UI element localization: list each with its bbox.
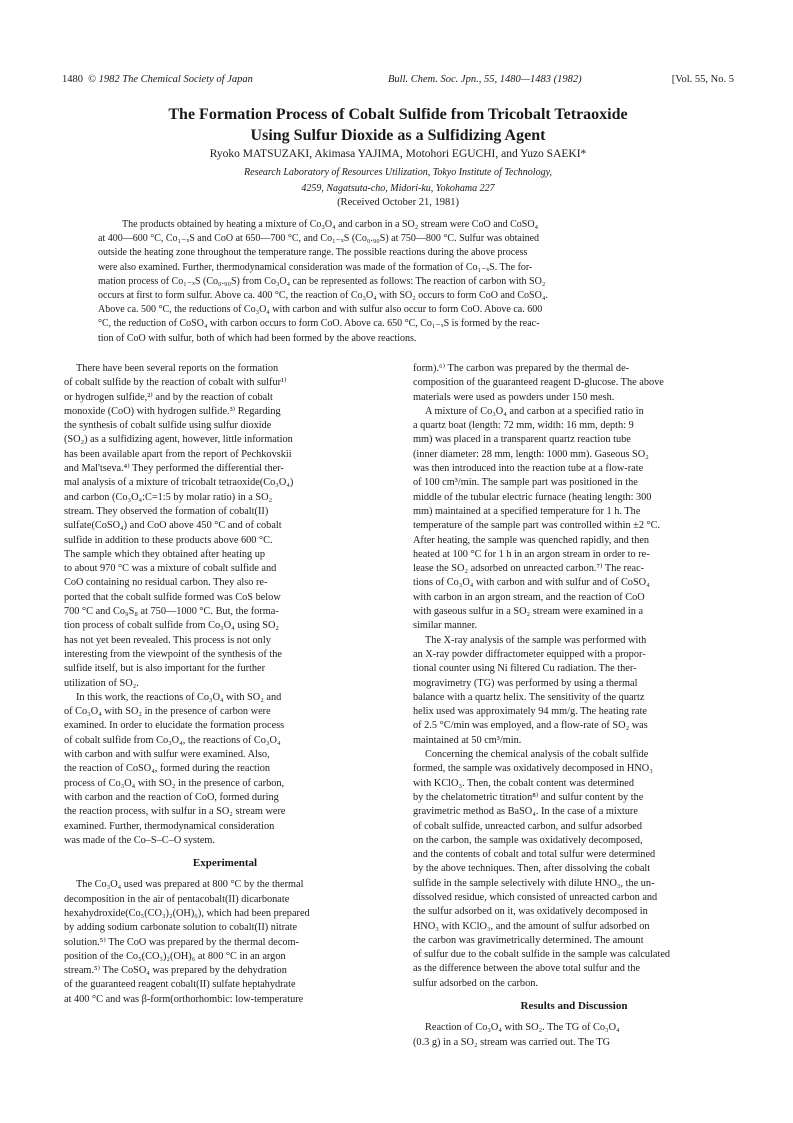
work-paragraph bbox=[64, 691, 386, 848]
body-line: Reaction of Co₃O₄ with SO₂. The TG of Co₃O₄ bbox=[425, 1022, 620, 1034]
article-title bbox=[62, 104, 734, 146]
body-line: A mixture of Co₃O₄ and carbon at a specified ratio in bbox=[425, 405, 644, 417]
body-line: with gaseous sulfur in a SO₂ stream were examined in a bbox=[413, 606, 644, 618]
volume-label: [Vol. 55, No. 5 bbox=[671, 74, 734, 85]
body-line: by adding sodium carbonate solution to cobalt(II) nitrate bbox=[64, 922, 298, 934]
abstract-line: tion of CoO with sulfur, both of which had been formed by the above reactions. bbox=[98, 332, 417, 344]
body-line: with carbon and with sulfur were examined. Also, bbox=[64, 749, 270, 761]
body-line: was then introduced into the reaction tube at a flow-rate bbox=[413, 463, 644, 475]
body-line: form).⁶⁾ The carbon was prepared by the thermal de- bbox=[413, 363, 630, 374]
body-line: materials were used as powders under 150 mesh. bbox=[413, 391, 615, 403]
procedure-paragraph bbox=[413, 405, 735, 634]
body-line: ported that the cobalt sulfide formed was CoS below bbox=[64, 591, 281, 603]
body-line: position of the Co₅(CO₃)₂(OH)₆ at 800 °C in an argon bbox=[64, 950, 286, 962]
body-line: at 400 °C and was β-form(orthorhombic: low-temperature bbox=[64, 993, 304, 1005]
body-line: sulfide in the sample selectively with dilute HNO₃, the un- bbox=[413, 877, 655, 889]
body-line: gravimetric method as BaSO₄. In the case of a mixture bbox=[413, 806, 638, 818]
body-line: After heating, the sample was quenched rapidly, and then bbox=[413, 534, 650, 546]
body-line: of 100 cm³/min. The sample part was positioned in the bbox=[413, 477, 638, 489]
body-line: dissolved residue, which consisted of unreacted carbon and bbox=[413, 891, 658, 903]
running-head bbox=[62, 74, 734, 90]
body-line: was made of the Co–S–C–O system. bbox=[64, 834, 216, 846]
abstract bbox=[98, 218, 696, 346]
body-line: of Co₃O₄ with SO₂ in the presence of carbon were bbox=[64, 706, 271, 718]
results-paragraph bbox=[413, 1021, 735, 1050]
body-line: process of Co₃O₄ with SO₂ in the presence of carbon, bbox=[64, 777, 285, 789]
body-line: and the contents of cobalt and total sulfur were determined bbox=[413, 849, 656, 861]
body-line: by the above techniques. Then, after dissolving the cobalt bbox=[413, 863, 651, 875]
materials-paragraph bbox=[413, 362, 735, 405]
body-line: mogravimetry (TG) was performed by using a thermal bbox=[413, 677, 638, 689]
body-line: (SO₂) as a sulfidizing agent, however, little information bbox=[64, 434, 293, 446]
body-line: monoxide (CoO) with hydrogen sulfide.³⁾ Regarding bbox=[64, 405, 281, 417]
body-line: decomposition in the air of pentacobalt(II) dicarbonate bbox=[64, 893, 290, 905]
body-line: of the guaranteed reagent cobalt(II) sulfate heptahydrate bbox=[64, 979, 296, 991]
body-line: of cobalt sulfide, unreacted carbon, and sulfur adsorbed bbox=[413, 820, 643, 832]
body-line: The X-ray analysis of the sample was performed with bbox=[425, 634, 647, 646]
body-line: mm) was placed in a transparent quartz reaction tube bbox=[413, 434, 631, 446]
experimental-paragraph bbox=[64, 878, 386, 1007]
affiliation bbox=[62, 165, 734, 197]
body-line: and carbon (Co₃O₄:C=1:5 by molar ratio) in a SO₂ bbox=[64, 491, 273, 503]
body-line: with carbon in an argon stream, and the reaction of CoO bbox=[413, 591, 645, 603]
body-line: by the chelatometric titration⁸⁾ and sulfur content by the bbox=[413, 791, 644, 803]
body-line: solution.⁵⁾ The CoO was prepared by the thermal decom- bbox=[64, 936, 299, 948]
body-line: balance with a quartz helix. The sensitivity of the quartz bbox=[413, 691, 645, 703]
abstract-line: mation process of Co₁₋ₓS (Co₀.₉₀S) from Co₃O₄ can be represented as follows: The reaction of carbon with SO₂ bbox=[98, 275, 546, 287]
body-line: has not yet been revealed. This process is not only bbox=[64, 634, 271, 646]
xray-paragraph bbox=[413, 634, 735, 748]
affiliation-line: Research Laboratory of Resources Utilization, Tokyo Institute of Technology, bbox=[244, 167, 552, 178]
body-line: lease the SO₂ adsorbed on unreacted carbon.⁷⁾ The reac- bbox=[413, 563, 645, 575]
body-line: of cobalt sulfide from Co₃O₄, the reactions of Co₃O₄ bbox=[64, 734, 281, 746]
body-line: similar manner. bbox=[413, 620, 478, 632]
page-number: 1480 bbox=[62, 74, 83, 85]
left-column bbox=[64, 362, 386, 1007]
intro-paragraph bbox=[64, 362, 386, 691]
body-line: stream.⁵⁾ The CoSO₄ was prepared by the dehydration bbox=[64, 965, 287, 977]
body-line: an X-ray powder diffractometer equipped with a propor- bbox=[413, 648, 646, 660]
body-line: or hydrogen sulfide,²⁾ and by the reaction of cobalt bbox=[64, 391, 273, 403]
body-line: The sample which they obtained after heating up bbox=[64, 548, 266, 560]
body-line: the synthesis of cobalt sulfide using sulfur dioxide bbox=[64, 420, 272, 432]
abstract-line: The products obtained by heating a mixture of Co₃O₄ and carbon in a SO₂ stream were CoO and CoSO₄ bbox=[122, 219, 539, 230]
body-line: 700 °C and Co₉S₈ at 750—1000 °C. But, the forma- bbox=[64, 606, 279, 618]
body-line: There have been several reports on the formation bbox=[76, 363, 279, 374]
body-line: examined. In order to elucidate the formation process bbox=[64, 720, 285, 732]
body-line: temperature of the sample part was controlled within ±2 °C. bbox=[413, 520, 661, 532]
body-line: tional counter using Ni filtered Cu radiation. The ther- bbox=[413, 663, 637, 675]
body-line: tion process of cobalt sulfide from Co₃O₄ using SO₂ bbox=[64, 620, 279, 632]
body-line: maintained at 50 cm³/min. bbox=[413, 734, 522, 746]
body-line: heated at 100 °C for 1 h in an argon stream in order to re- bbox=[413, 548, 650, 560]
right-column bbox=[413, 362, 735, 1050]
body-line: the reaction of CoSO₄, formed during the reaction bbox=[64, 763, 271, 775]
body-line: Concerning the chemical analysis of the cobalt sulfide bbox=[425, 749, 649, 761]
title-line: The Formation Process of Cobalt Sulfide from Tricobalt Tetraoxide bbox=[168, 106, 628, 123]
received-date: (Received October 21, 1981) bbox=[337, 197, 459, 208]
body-line: mal analysis of a mixture of tricobalt tetraoxide(Co₃O₄) bbox=[64, 477, 294, 489]
body-line: the carbon was gravimetrically determined. The amount bbox=[413, 934, 644, 946]
abstract-line: were also examined. Further, thermodynamical consideration was made of the formation of Co₁₋ₓS. The for- bbox=[98, 261, 533, 273]
body-line: a quartz boat (length: 72 mm, width: 16 mm, depth: 9 bbox=[413, 420, 634, 432]
copyright-notice: © 1982 The Chemical Society of Japan bbox=[88, 74, 253, 85]
body-line: with carbon and the reaction of CoO, formed during bbox=[64, 791, 279, 803]
body-line: stream. They observed the formation of cobalt(II) bbox=[64, 505, 269, 517]
body-line: to about 970 °C was a mixture of cobalt sulfide and bbox=[64, 563, 277, 575]
body-line: examined. Further, thermodynamical consideration bbox=[64, 820, 275, 832]
abstract-line: outside the heating zone throughout the temperature range. The possible reactions during the above process bbox=[98, 247, 528, 259]
body-line: composition of the guaranteed reagent D-glucose. The above bbox=[413, 377, 664, 389]
body-line: of sulfur due to the cobalt sulfide in the sample was calculated bbox=[413, 949, 671, 961]
body-line: sulfide itself, but is also important for the further bbox=[64, 663, 266, 675]
body-line: helix used was approximately 94 mm/g. The heating rate bbox=[413, 706, 648, 718]
body-line: The Co₃O₄ used was prepared at 800 °C by the thermal bbox=[76, 879, 304, 891]
body-line: CoO containing no residual carbon. They also re- bbox=[64, 577, 268, 589]
body-line: In this work, the reactions of Co₃O₄ with SO₂ and bbox=[76, 691, 282, 703]
body-line: the reaction process, with sulfur in a SO₂ stream were bbox=[64, 806, 286, 818]
abstract-line: Above ca. 500 °C, the reductions of Co₃O₄ with carbon and with sulfur also occur to form CoO. Above ca. 600 bbox=[98, 304, 543, 316]
author-list: Ryoko MATSUZAKI, Akimasa YAJIMA, Motohori EGUCHI, and Yuzo SAEKI* bbox=[209, 148, 587, 160]
body-line: utilization of SO₂. bbox=[64, 677, 139, 689]
body-line: the sulfur adsorbed on it, was oxidatively decomposed in bbox=[413, 906, 648, 918]
body-line: sulfide in addition to these products above 600 °C. bbox=[64, 534, 273, 546]
affiliation-line: 4259, Nagatsuta-cho, Midori-ku, Yokohama 227 bbox=[301, 183, 495, 194]
section-heading-results: Results and Discussion bbox=[520, 1000, 628, 1013]
body-line: HNO₃ with KClO₃, and the amount of sulfur adsorbed on bbox=[413, 920, 650, 932]
section-heading-experimental: Experimental bbox=[192, 857, 258, 870]
title-line: Using Sulfur Dioxide as a Sulfidizing Agent bbox=[250, 127, 546, 144]
body-line: as the difference between the above total sulfur and the bbox=[413, 963, 641, 975]
body-line: middle of the tubular electric furnace (heating length: 300 bbox=[413, 491, 652, 503]
abstract-line: occurs at first to form sulfur. Above ca. 400 °C, the reaction of Co₃O₄ with SO₂ occurs to form CoO and CoSO₄. bbox=[98, 289, 548, 301]
body-line: and Mal'tseva.⁴⁾ They performed the differential ther- bbox=[64, 463, 284, 475]
body-line: formed, the sample was oxidatively decomposed in HNO₃ bbox=[413, 763, 653, 775]
body-line: interesting from the viewpoint of the synthesis of the bbox=[64, 648, 282, 660]
body-line: of 2.5 °C/min was employed, and a flow-rate of SO₂ was bbox=[413, 720, 648, 732]
body-line: sulfur adsorbed on the carbon. bbox=[413, 977, 538, 989]
body-line: hexahydroxide(Co₅(CO₃)₂(OH)₆), which had been prepared bbox=[64, 907, 310, 919]
body-line: tions of Co₃O₄ with carbon and with sulfur and of CoSO₄ bbox=[413, 577, 650, 589]
analysis-paragraph bbox=[413, 748, 735, 991]
body-line: with KClO₃. Then, the cobalt content was determined bbox=[413, 777, 635, 789]
body-line: on the carbon, the sample was oxidatively decomposed, bbox=[413, 834, 643, 846]
body-line: of cobalt sulfide by the reaction of cobalt with sulfur¹⁾ bbox=[64, 377, 287, 389]
journal-citation: Bull. Chem. Soc. Jpn., 55, 1480—1483 (1982) bbox=[388, 74, 582, 85]
abstract-line: °C, the reduction of CoSO₄ with carbon occurs to form CoO. Above ca. 650 °C, Co₁₋ₓS is formed by the reac- bbox=[98, 318, 540, 330]
body-line: (inner diameter: 28 mm, length: 1000 mm). Gaseous SO₂ bbox=[413, 448, 649, 460]
abstract-line: at 400—600 °C, Co₁₋ₓS and CoO at 650—700 °C, and Co₁₋ₓS (Co₀.₉₀S) at 750—800 °C. Sulfur was obtained bbox=[98, 233, 540, 245]
body-line: has been available apart from the report of Pechkovskii bbox=[64, 448, 292, 460]
body-line: sulfate(CoSO₄) and CoO above 450 °C and of cobalt bbox=[64, 520, 282, 532]
body-line: mm) maintained at a specified temperature for 1 h. The bbox=[413, 505, 641, 517]
body-line: (0.3 g) in a SO₂ stream was carried out. The TG bbox=[413, 1036, 611, 1048]
